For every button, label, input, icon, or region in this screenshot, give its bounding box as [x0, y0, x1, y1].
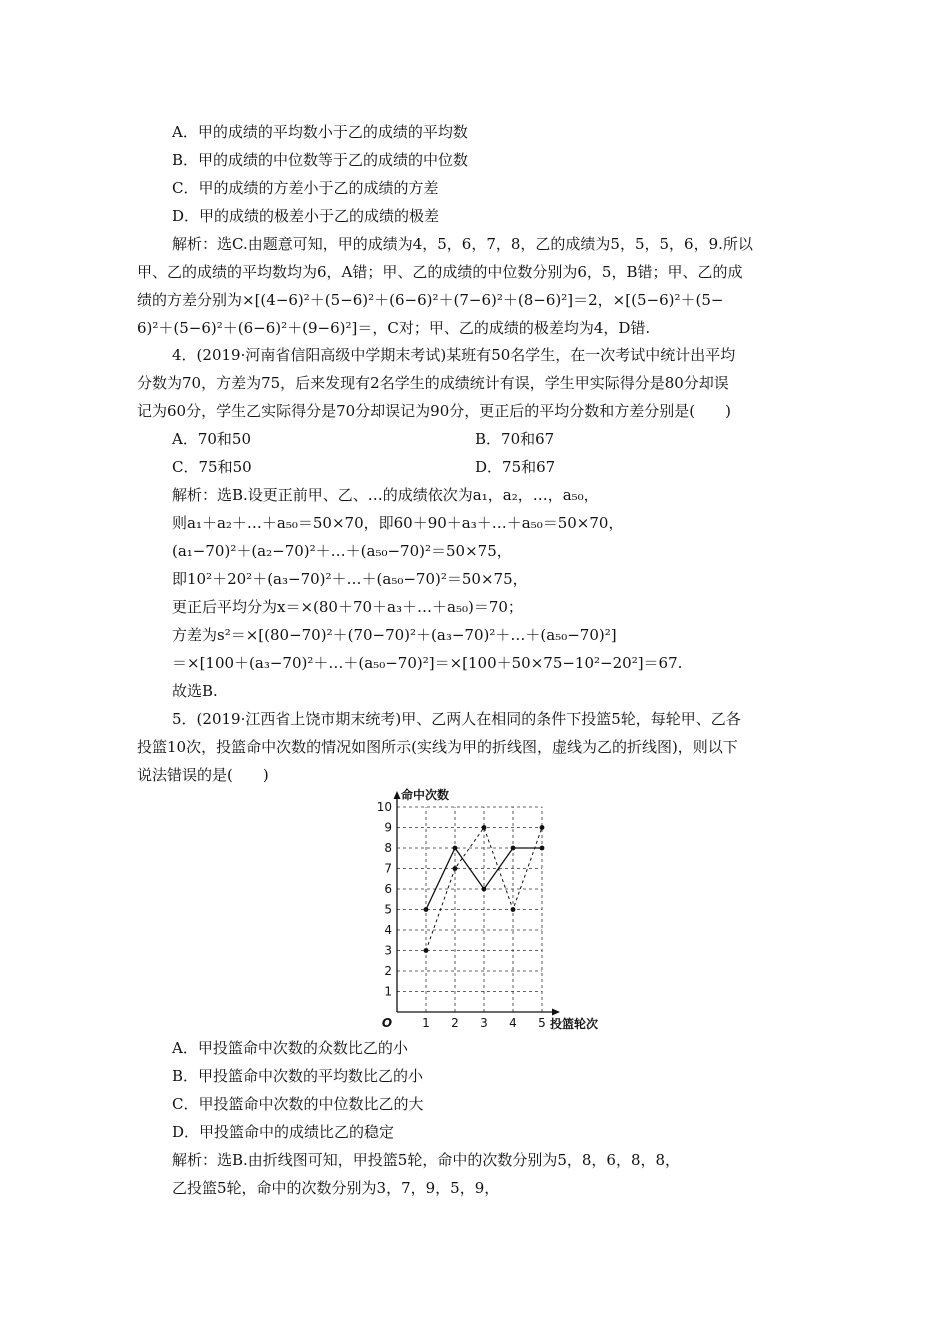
q5-option-a: A．甲投篮命中次数的众数比乙的小 — [172, 1039, 408, 1057]
q3-solution-line: 解析：选C.由题意可知，甲的成绩为4，5，6，7，8，乙的成绩为5，5，5，6，9.所以 — [172, 235, 753, 253]
q4-option-b: B．70和67 — [475, 430, 555, 448]
y-tick-label: 8 — [384, 841, 392, 855]
data-point-乙 — [482, 825, 487, 830]
q4-option-a: A．70和50 — [172, 430, 252, 448]
y-axis-title: 命中次数 — [401, 788, 450, 802]
x-tick-label: 4 — [509, 1016, 517, 1030]
y-tick-label: 4 — [384, 923, 392, 937]
q4-solution-line: 故选B. — [172, 682, 218, 700]
q3-solution-line: 甲、乙的成绩的平均数均为6，A错；甲、乙的成绩的中位数分别为6，5，B错；甲、乙的成 — [137, 263, 743, 281]
x-tick-label: 3 — [480, 1016, 488, 1030]
x-tick-label: 5 — [538, 1016, 546, 1030]
data-point-乙 — [511, 907, 516, 912]
y-tick-label: 5 — [384, 902, 392, 917]
q3-solution-line: 绩的方差分别为×[(4−6)²＋(5−6)²＋(6−6)²＋(7−6)²＋(8−6)²]＝2，×[(5−6)²＋(5− — [137, 291, 724, 309]
q5-solution-line: 乙投篮5轮，命中的次数分别为3，7，9，5，9， — [172, 1179, 500, 1197]
q4-stem-line: 记为60分，学生乙实际得分是70分却误记为90分，更正后的平均分数和方差分别是( ) — [137, 402, 731, 420]
q3-option-a: A．甲的成绩的平均数小于乙的成绩的平均数 — [172, 123, 468, 141]
q4-option-c: C．75和50 — [172, 458, 252, 476]
x-tick-label: 1 — [422, 1016, 430, 1030]
data-point-甲 — [453, 846, 458, 851]
q5-stem-line: 说法错误的是( ) — [137, 766, 269, 784]
q4-solution-line: ＝×[100＋(a₃−70)²＋…＋(a₅₀−70)²]＝×[100＋50×75−10²−20²]＝67. — [172, 654, 683, 672]
shooting-line-chart — [355, 780, 615, 1040]
data-point-乙 — [540, 825, 545, 830]
q4-solution-line: 更正后平均分为x＝×(80＋70＋a₃＋…＋a₅₀)＝70； — [172, 598, 523, 616]
chart-axes — [394, 791, 561, 1016]
chart-tick-labels — [377, 800, 546, 1030]
y-tick-label: 7 — [384, 861, 392, 876]
q4-solution-line: 解析：选B.设更正前甲、乙、…的成绩依次为a₁，a₂，…，a₅₀， — [172, 486, 599, 504]
q4-stem-line: 4．(2019·河南省信阳高级中学期末考试)某班有50名学生，在一次考试中统计出平均 — [172, 346, 736, 364]
x-axis-title: 投篮轮次 — [550, 1017, 599, 1031]
y-tick-label: 2 — [384, 964, 392, 978]
q5-stem-line: 5．(2019·江西省上饶市期末统考)甲、乙两人在相同的条件下投篮5轮，每轮甲、乙各 — [172, 710, 741, 728]
y-tick-label: 9 — [384, 820, 392, 835]
chart-grid — [397, 807, 542, 1012]
origin-label: O — [381, 1016, 393, 1030]
y-tick-label: 3 — [384, 943, 392, 958]
x-axis-arrow — [552, 1009, 560, 1016]
data-point-甲 — [482, 887, 487, 892]
data-point-乙 — [453, 866, 458, 871]
q5-stem-line: 投篮10次，投篮命中次数的情况如图所示(实线为甲的折线图，虚线为乙的折线图)，则以下 — [137, 738, 738, 756]
q4-option-d: D．75和67 — [475, 458, 556, 476]
y-tick-label: 6 — [384, 882, 392, 896]
data-point-甲 — [424, 907, 429, 912]
x-tick-label: 2 — [451, 1016, 459, 1030]
q4-solution-line: 即10²＋20²＋(a₃−70)²＋…＋(a₅₀−70)²＝50×75， — [172, 570, 528, 588]
y-tick-label: 10 — [376, 800, 392, 814]
q5-solution-line: 解析：选B.由折线图可知，甲投篮5轮，命中的次数分别为5，8，6，8，8， — [172, 1151, 681, 1169]
q4-stem-line: 分数为70，方差为75，后来发现有2名学生的成绩统计有误，学生甲实际得分是80分却误 — [137, 374, 729, 392]
q3-solution-line: 6)²＋(5−6)²＋(6−6)²＋(9−6)²]＝，C对；甲、乙的成绩的极差均为4，D错. — [137, 319, 651, 337]
data-point-甲 — [540, 846, 545, 851]
q5-option-c: C．甲投篮命中次数的中位数比乙的大 — [172, 1095, 424, 1113]
q5-option-b: B．甲投篮命中次数的平均数比乙的小 — [172, 1067, 424, 1085]
q3-option-b: B．甲的成绩的中位数等于乙的成绩的中位数 — [172, 151, 469, 169]
q5-option-d: D．甲投篮命中的成绩比乙的稳定 — [172, 1123, 395, 1141]
q4-solution-line: 方差为s²＝×[(80−70)²＋(70−70)²＋(a₃−70)²＋…＋(a₅₀−70)²] — [172, 626, 617, 644]
q4-solution-line: (a₁−70)²＋(a₂−70)²＋…＋(a₅₀−70)²＝50×75， — [172, 542, 512, 560]
q4-solution-line: 则a₁＋a₂＋…＋a₅₀＝50×70，即60＋90＋a₃＋…＋a₅₀＝50×70， — [172, 514, 624, 532]
y-axis-arrow — [394, 791, 401, 799]
q3-option-d: D．甲的成绩的极差小于乙的成绩的极差 — [172, 207, 440, 225]
data-point-乙 — [424, 948, 429, 953]
data-point-甲 — [511, 846, 516, 851]
q3-option-c: C．甲的成绩的方差小于乙的成绩的方差 — [172, 179, 439, 197]
y-tick-label: 1 — [384, 984, 392, 999]
